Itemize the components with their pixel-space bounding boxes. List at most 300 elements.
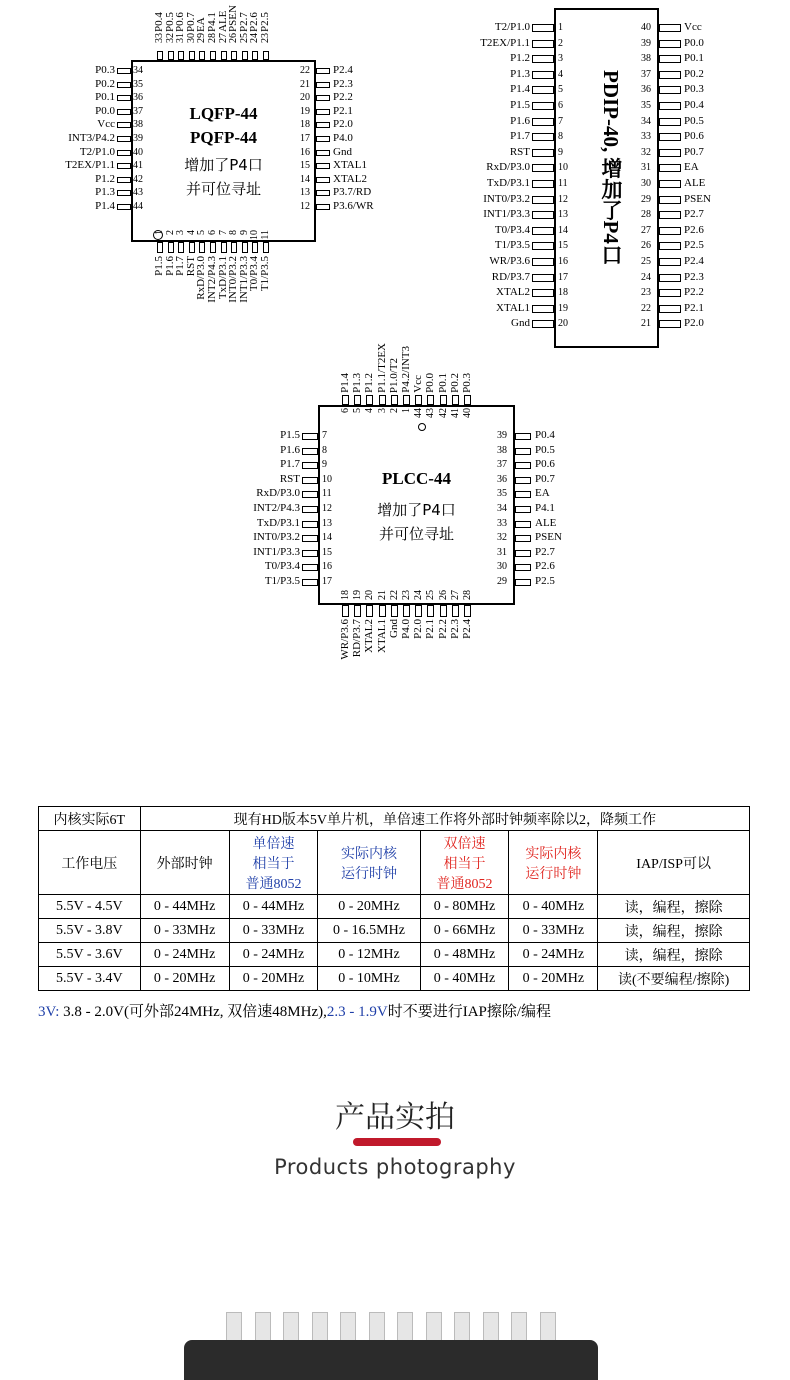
table-cell: 0 - 33MHz	[509, 919, 598, 943]
pin-number: 8	[558, 131, 563, 143]
pin-stub	[231, 51, 237, 60]
pin-stub	[302, 564, 318, 571]
pin-stub	[391, 395, 398, 405]
col-ext-clock: 外部时钟	[140, 831, 229, 895]
pin-stub	[415, 395, 422, 405]
pin-label: P4.0	[333, 132, 353, 144]
table-cell: 0 - 66MHz	[420, 919, 509, 943]
pin-stub	[515, 462, 531, 469]
table-cell: 0 - 12MHz	[318, 943, 420, 967]
pin-stub	[532, 289, 554, 297]
pin-number: 32	[641, 146, 651, 158]
pin-number: 37	[497, 459, 507, 471]
pin-label: TxD/P3.1	[216, 256, 229, 300]
pin-stub	[199, 242, 205, 253]
pin-number: 7	[217, 230, 229, 235]
pin-label: PSEN	[227, 5, 240, 32]
table-cell: 0 - 33MHz	[140, 919, 229, 943]
pin-stub	[532, 55, 554, 63]
pin-label: P2.6	[535, 560, 555, 573]
pin-label: P2.5	[684, 239, 704, 252]
chip-lead	[312, 1312, 328, 1342]
note-range-2: 2.3 - 1.9V	[326, 1004, 388, 1020]
pin-number: 10	[249, 230, 261, 240]
pin-label: XTAL2	[496, 286, 530, 299]
pin-stub	[379, 395, 386, 405]
pin-label: ALE	[216, 10, 229, 32]
pin-number: 10	[558, 162, 568, 174]
pin-stub	[515, 564, 531, 571]
pin-label: TxD/P3.1	[486, 177, 530, 189]
pin-stub	[532, 305, 554, 313]
pin-label: T0/P3.4	[248, 256, 261, 292]
table-cell: 0 - 24MHz	[229, 943, 318, 967]
col-single-speed	[229, 831, 318, 895]
pin-number: 28	[207, 33, 218, 43]
pin-stub	[342, 395, 349, 405]
pin-number: 26	[437, 590, 449, 600]
col-core-l2: 运行时钟	[340, 866, 397, 882]
pin-stub	[252, 51, 258, 60]
pin-number: 2	[558, 37, 563, 49]
pin-label: P0.7	[535, 472, 555, 485]
pin-label: P4.1	[535, 502, 555, 514]
pin-stub	[452, 605, 459, 617]
pin-stub	[231, 242, 237, 253]
pin-stub	[210, 242, 216, 253]
pin-stub	[659, 211, 681, 219]
pin-stub	[189, 51, 195, 60]
pin-number: 2	[388, 408, 400, 413]
pin-number: 24	[249, 33, 261, 43]
pin-label: P2.1	[684, 301, 704, 314]
pin-number: 13	[300, 187, 310, 199]
table-cell: 0 - 44MHz	[140, 895, 229, 919]
pin-label: T2/P1.0	[494, 21, 530, 33]
pin-stub	[117, 150, 131, 156]
pin-number: 3	[558, 53, 563, 65]
pin-stub	[316, 95, 330, 101]
pin-label: P1.1/T2EX	[375, 343, 388, 393]
pin-label: P0.6	[684, 130, 704, 143]
pin-stub	[302, 462, 318, 469]
pin-number: 24	[641, 271, 651, 283]
pin-label: PSEN	[535, 531, 562, 544]
pin-label: P2.2	[436, 619, 449, 639]
pin-label: T1/P3.5	[259, 256, 271, 292]
pin-number: 34	[641, 115, 651, 127]
pin-label: P2.1	[424, 619, 437, 639]
pin-number: 21	[300, 78, 310, 90]
pin-number: 16	[322, 561, 332, 573]
pin-label: P1.5	[153, 256, 165, 276]
pin-number: 18	[558, 287, 568, 299]
pin-stub	[659, 305, 681, 313]
table-cell: 0 - 80MHz	[420, 895, 509, 919]
pin-number: 37	[641, 68, 651, 80]
pin-number: 33	[497, 517, 507, 529]
pin-stub	[316, 163, 330, 169]
pin-label: T1/P3.5	[494, 239, 530, 252]
pin-stub	[366, 395, 373, 405]
pin-number: 12	[322, 503, 332, 514]
pin-stub	[379, 605, 386, 617]
pin-label: P1.3	[510, 67, 530, 80]
pin-label: P0.4	[535, 429, 555, 441]
chip-lead	[255, 1312, 271, 1342]
pin-stub	[302, 506, 318, 513]
pin-number: 23	[260, 33, 271, 43]
pin-stub	[532, 118, 554, 126]
pin-stub	[659, 86, 681, 94]
pin-stub	[117, 122, 131, 128]
pin-label: P0.1	[684, 52, 704, 65]
pin-label: P3.7/RD	[333, 186, 372, 199]
pin-label: P0.7	[684, 145, 704, 158]
spec-table	[38, 806, 750, 991]
pin-number: 31	[497, 546, 507, 558]
pin-label: INT3/P4.2	[68, 132, 115, 144]
pin-label: T2EX/P1.1	[480, 36, 530, 49]
pin-label: XTAL2	[363, 619, 376, 653]
pin-label: INT1/P3.3	[237, 256, 250, 303]
chip-lead	[226, 1312, 242, 1342]
pin-label: P1.4	[95, 200, 115, 212]
pin-stub	[168, 242, 174, 253]
pin-label: P0.1	[436, 373, 449, 393]
note-label: 3V:	[38, 1004, 60, 1020]
pin-label: P1.3	[95, 186, 115, 199]
pin-number: 31	[175, 33, 187, 43]
pin-stub	[316, 82, 330, 88]
pin-label: EA	[195, 17, 208, 32]
pin-number: 3	[175, 230, 187, 235]
pin-number: 7	[558, 115, 563, 127]
pin-label: RD/P3.7	[351, 619, 364, 658]
pin-number: 21	[641, 318, 651, 330]
pin-label: P2.3	[684, 270, 704, 283]
pin-number: 9	[238, 230, 250, 235]
pin-label: RxD/P3.0	[486, 161, 530, 174]
pin-stub	[532, 71, 554, 79]
pin-number: 40	[641, 22, 651, 33]
pin-label: P1.6	[163, 256, 176, 276]
table-cell: 0 - 20MHz	[509, 967, 598, 991]
pin-label: ALE	[535, 516, 557, 529]
pin-stub	[403, 605, 410, 617]
pin-number: 12	[300, 201, 310, 212]
table-header-row	[39, 807, 750, 831]
table-cell: 0 - 40MHz	[420, 967, 509, 991]
chip-lead	[540, 1312, 556, 1342]
pin-number: 29	[497, 576, 507, 587]
pin-number: 25	[425, 590, 437, 600]
pin-label: P2.4	[684, 255, 704, 267]
pin-stub	[302, 448, 318, 455]
pin-stub	[117, 190, 131, 196]
table-cell: 0 - 24MHz	[509, 943, 598, 967]
pin-label: P0.6	[174, 12, 187, 32]
pin-stub	[532, 320, 554, 328]
pin-number: 19	[300, 105, 310, 117]
pin-label: P0.2	[684, 67, 704, 80]
pin-stub	[515, 550, 531, 557]
pin-stub	[263, 242, 269, 253]
table-cell: 0 - 24MHz	[140, 943, 229, 967]
pin-number: 14	[300, 173, 310, 185]
pin-label: P2.7	[237, 12, 250, 32]
pin-label: WR/P3.6	[489, 255, 530, 267]
pin-label: XTAL1	[496, 301, 530, 314]
pin-stub	[659, 40, 681, 48]
table-cell: 0 - 10MHz	[318, 967, 420, 991]
pin-stub	[302, 433, 318, 440]
pin-number: 43	[425, 408, 437, 418]
pin-stub	[532, 149, 554, 157]
pin-number: 28	[462, 590, 473, 600]
pin-number: 32	[164, 33, 176, 43]
pin-number: 26	[641, 240, 651, 252]
pin-stub	[659, 242, 681, 250]
pin-number: 33	[154, 33, 165, 43]
table-row	[39, 895, 750, 919]
pin-stub	[252, 242, 258, 253]
pin-number: 3	[376, 408, 388, 413]
pin-stub	[532, 274, 554, 282]
pin-label: P1.7	[510, 130, 530, 143]
col-core2-l1: 实际内核	[525, 846, 582, 862]
pin-stub	[302, 535, 318, 542]
pin-number: 21	[376, 590, 388, 600]
pin-number: 27	[449, 590, 461, 600]
pin-number: 10	[322, 473, 332, 485]
pin-number: 40	[462, 408, 473, 418]
pin-number: 5	[352, 408, 364, 413]
table-cell: 0 - 20MHz	[140, 967, 229, 991]
pin-stub	[659, 196, 681, 204]
chip-lead	[511, 1312, 527, 1342]
col-single-l1: 单倍速	[252, 836, 295, 852]
pin-label: P2.5	[535, 575, 555, 587]
col-core-clock	[318, 831, 420, 895]
pin-label: P2.2	[333, 91, 353, 104]
lqfp-body	[131, 60, 316, 242]
pin-label: P1.5	[510, 99, 530, 111]
pin-label: P2.3	[448, 619, 461, 639]
pin-number: 13	[322, 517, 332, 529]
pin-label: P3.6/WR	[333, 200, 374, 212]
pin-number: 36	[497, 473, 507, 485]
pin-number: 33	[641, 131, 651, 143]
table-column-row	[39, 831, 750, 895]
pin-number: 6	[340, 408, 351, 413]
table-cell: 读，编程，擦除	[598, 919, 750, 943]
pin-number: 9	[322, 459, 327, 471]
plcc-subtitle-2: 并可位寻址	[378, 525, 454, 543]
col-single-l2: 相当于	[252, 856, 295, 872]
table-cell: 5.5V - 3.8V	[39, 919, 141, 943]
col-single-l3: 普通8052	[245, 876, 302, 892]
chip-lead	[454, 1312, 470, 1342]
pin-label: P4.1	[206, 12, 218, 32]
chip-lead	[369, 1312, 385, 1342]
pin-number: 15	[558, 240, 568, 252]
pin-label: P1.7	[280, 458, 300, 471]
pin-label: EA	[684, 161, 699, 174]
pin-label: ALE	[684, 177, 706, 189]
pin-label: P2.4	[461, 619, 473, 639]
pin-stub	[221, 242, 227, 253]
pin-stub	[515, 433, 531, 440]
pin-label: P0.7	[184, 12, 197, 32]
pin-number: 28	[641, 209, 651, 221]
pin-number: 4	[364, 408, 376, 413]
table-cell: 0 - 44MHz	[229, 895, 318, 919]
pin-stub	[302, 491, 318, 498]
pin-label: T1/P3.5	[264, 575, 300, 587]
pin-stub	[316, 177, 330, 183]
pin-stub	[302, 550, 318, 557]
pin-label: P2.0	[684, 317, 704, 330]
pin-stub	[515, 521, 531, 528]
pin-label: P0.0	[95, 104, 115, 117]
pin-stub	[427, 395, 434, 405]
pin-number: 13	[558, 209, 568, 221]
pin-stub	[316, 122, 330, 128]
pin-number: 17	[558, 271, 568, 283]
pin-stub	[316, 109, 330, 115]
pin-stub	[515, 477, 531, 484]
pin-label: INT2/P4.3	[253, 502, 300, 514]
pin-stub	[532, 258, 554, 266]
pin-number: 27	[217, 33, 229, 43]
pin-number: 1	[558, 22, 563, 33]
pin1-marker	[418, 423, 426, 431]
lqfp-subtitle-2: 并可位寻址	[185, 180, 261, 198]
pin-stub	[659, 118, 681, 126]
pin-number: 9	[558, 146, 563, 158]
pin-label: INT1/P3.3	[253, 545, 300, 558]
pin-stub	[659, 71, 681, 79]
pin-stub	[316, 68, 330, 74]
table-cell: 读(不要编程/擦除)	[598, 967, 750, 991]
table-cell: 0 - 20MHz	[229, 967, 318, 991]
chip-lead	[426, 1312, 442, 1342]
pin-number: 23	[401, 590, 412, 600]
pin-number: 39	[497, 430, 507, 441]
pin-number: 1	[401, 408, 412, 413]
pin-number: 2	[164, 230, 176, 235]
pin-label: Gnd	[333, 145, 352, 158]
pin-number: 12	[558, 193, 568, 205]
pin-label: T2EX/P1.1	[65, 159, 115, 172]
pin-number: 20	[558, 318, 568, 330]
pin-stub	[532, 196, 554, 204]
pin-stub	[354, 395, 361, 405]
table-cell: 0 - 40MHz	[509, 895, 598, 919]
pin-number: 36	[641, 84, 651, 96]
pin-stub	[659, 149, 681, 157]
header-left: 内核实际6T	[39, 807, 141, 831]
pin-stub	[210, 51, 216, 60]
col-double-l2: 相当于	[443, 856, 486, 872]
pin-stub	[316, 136, 330, 142]
pin-number: 42	[437, 408, 449, 418]
pin-number: 4	[558, 68, 563, 80]
pin-label: P1.2	[363, 373, 376, 393]
pin-stub	[659, 102, 681, 110]
pin-label: T0/P3.4	[264, 560, 300, 573]
pin-number: 44	[413, 408, 425, 418]
pin-stub	[117, 163, 131, 169]
chip-package-photo	[184, 1340, 598, 1380]
pin-label: Gnd	[387, 619, 400, 638]
lqfp-subtitle-1: 增加了P4口	[184, 156, 263, 174]
pin-number: 18	[340, 590, 351, 600]
pin-number: 15	[322, 546, 332, 558]
pin-stub	[659, 258, 681, 266]
pin-number: 16	[300, 146, 310, 158]
pin-stub	[302, 579, 318, 586]
pin-number: 20	[364, 590, 376, 600]
table-row	[39, 967, 750, 991]
chip-lead	[340, 1312, 356, 1342]
pin-label: P2.1	[333, 104, 353, 117]
section-accent-bar	[353, 1138, 441, 1146]
pin-stub	[199, 51, 205, 60]
pin-number: 5	[196, 230, 208, 235]
pin-stub	[532, 40, 554, 48]
pin-label: P0.3	[95, 64, 115, 76]
pin-stub	[316, 190, 330, 196]
pin-label: INT0/P3.2	[253, 531, 300, 544]
pin-number: 17	[300, 133, 310, 144]
pin-stub	[659, 320, 681, 328]
pin-number: 35	[641, 100, 651, 111]
pin-number: 38	[497, 444, 507, 456]
pin-number: 22	[300, 65, 310, 76]
col-core2-l2: 运行时钟	[525, 866, 582, 882]
pin-label: P0.5	[535, 443, 555, 456]
table-cell: 读，编程，擦除	[598, 895, 750, 919]
table-row	[39, 943, 750, 967]
pin-stub	[157, 242, 163, 253]
plcc-body	[318, 405, 515, 605]
pin-label: PSEN	[684, 192, 711, 205]
pin-number: 19	[352, 590, 364, 600]
chip-lead	[483, 1312, 499, 1342]
pin-stub	[532, 133, 554, 141]
pin-stub	[532, 24, 554, 32]
pin-number: 22	[641, 302, 651, 314]
pin-label: Vcc	[97, 118, 115, 131]
chip-lead	[397, 1312, 413, 1342]
pin-stub	[532, 86, 554, 94]
pin-number: 8	[228, 230, 240, 235]
table-cell: 0 - 33MHz	[229, 919, 318, 943]
pin-label: P1.7	[174, 256, 187, 276]
pin-label: P1.3	[351, 373, 364, 393]
pin-label: P0.5	[684, 114, 704, 127]
pin-label: P0.3	[684, 83, 704, 96]
pin-number: 19	[558, 302, 568, 314]
pin-number: 11	[260, 230, 271, 240]
pin-label: Vcc	[684, 21, 702, 33]
pin-label: P0.4	[684, 99, 704, 111]
pin-label: P0.2	[448, 373, 461, 393]
pin-number: 22	[388, 590, 400, 600]
pin-number: 25	[238, 33, 250, 43]
